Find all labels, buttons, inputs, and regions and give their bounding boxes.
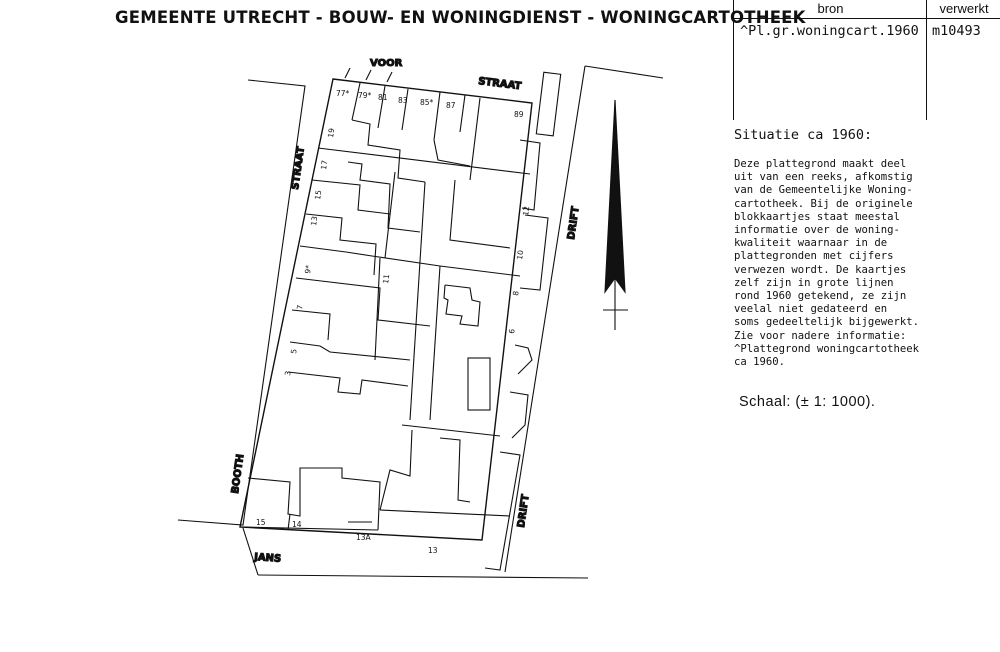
street-label-voor: VOOR [370, 58, 403, 69]
house-number: 5 [289, 348, 299, 355]
house-number: 13 [309, 215, 320, 227]
house-number: 12 [521, 205, 532, 217]
house-number: 10 [515, 249, 526, 261]
street-label-straat-left: STRAAT [290, 146, 307, 191]
house-number: 14 [292, 520, 302, 529]
situatie-heading: Situatie ca 1960: [734, 127, 873, 143]
house-number: 17 [319, 159, 330, 171]
street-label-jans: JANS [253, 552, 282, 565]
house-number: 15 [313, 189, 324, 201]
house-number: 7 [295, 304, 305, 311]
verwerkt-value: m10493 [932, 23, 981, 39]
street-label-drift-bottom: DRIFT [516, 493, 532, 529]
house-number: 13 [428, 546, 438, 555]
house-number: 6 [507, 328, 517, 335]
house-number: 79* [358, 91, 372, 100]
plot-divisions [288, 140, 548, 570]
house-number: 11 [381, 273, 392, 285]
north-arrow-icon [603, 100, 628, 330]
house-number: 87 [446, 101, 456, 110]
house-number: 81 [378, 93, 388, 102]
bron-header: bron [817, 1, 844, 16]
house-number: 9* [303, 264, 314, 275]
scale-value: (± 1: 1000). [795, 394, 876, 410]
description-text: Deze plattegrond maakt deel uit van een reeks, afkomstig van de Gemeentelijke Woning- cartotheek. Bij de originele blokkaartjes staat meestal informatie over de woning- kwaliteit waarnaar in de plattegronden met cijfers verwezen wordt. De kaartjes zelf zijn in grote lijnen rond 1960 getekend, ze zijn veelal niet gedateerd en soms gedeeltelijk bijgewerkt. Zie voor nadere informatie: ^Plattegrond woningcartotheek ca 1960. [734, 158, 919, 369]
street-label-straat-top: STRAAT [477, 76, 522, 93]
voorstraat-marks [345, 68, 392, 82]
street-edges [178, 66, 663, 578]
house-number: 19 [326, 127, 337, 139]
street-label-booth: BOOTH [230, 453, 247, 495]
house-number: 13A [356, 533, 371, 542]
house-number: 3 [283, 370, 293, 377]
house-number: 89 [514, 110, 524, 119]
house-number: 83 [398, 96, 408, 105]
bron-value: ^Pl.gr.woningcart.1960 [740, 23, 919, 39]
house-number: 8 [511, 290, 521, 297]
scale-label: Schaal: [739, 394, 791, 410]
street-label-drift-right: DRIFT [566, 205, 582, 241]
house-number: 15 [256, 518, 266, 527]
verwerkt-header: verwerkt [939, 1, 989, 16]
page-title: GEMEENTE UTRECHT - BOUW- EN WONINGDIENST - WONINGCARTOTHEEK [115, 8, 806, 27]
house-number: 77* [336, 89, 350, 98]
house-number: 85* [420, 98, 434, 107]
